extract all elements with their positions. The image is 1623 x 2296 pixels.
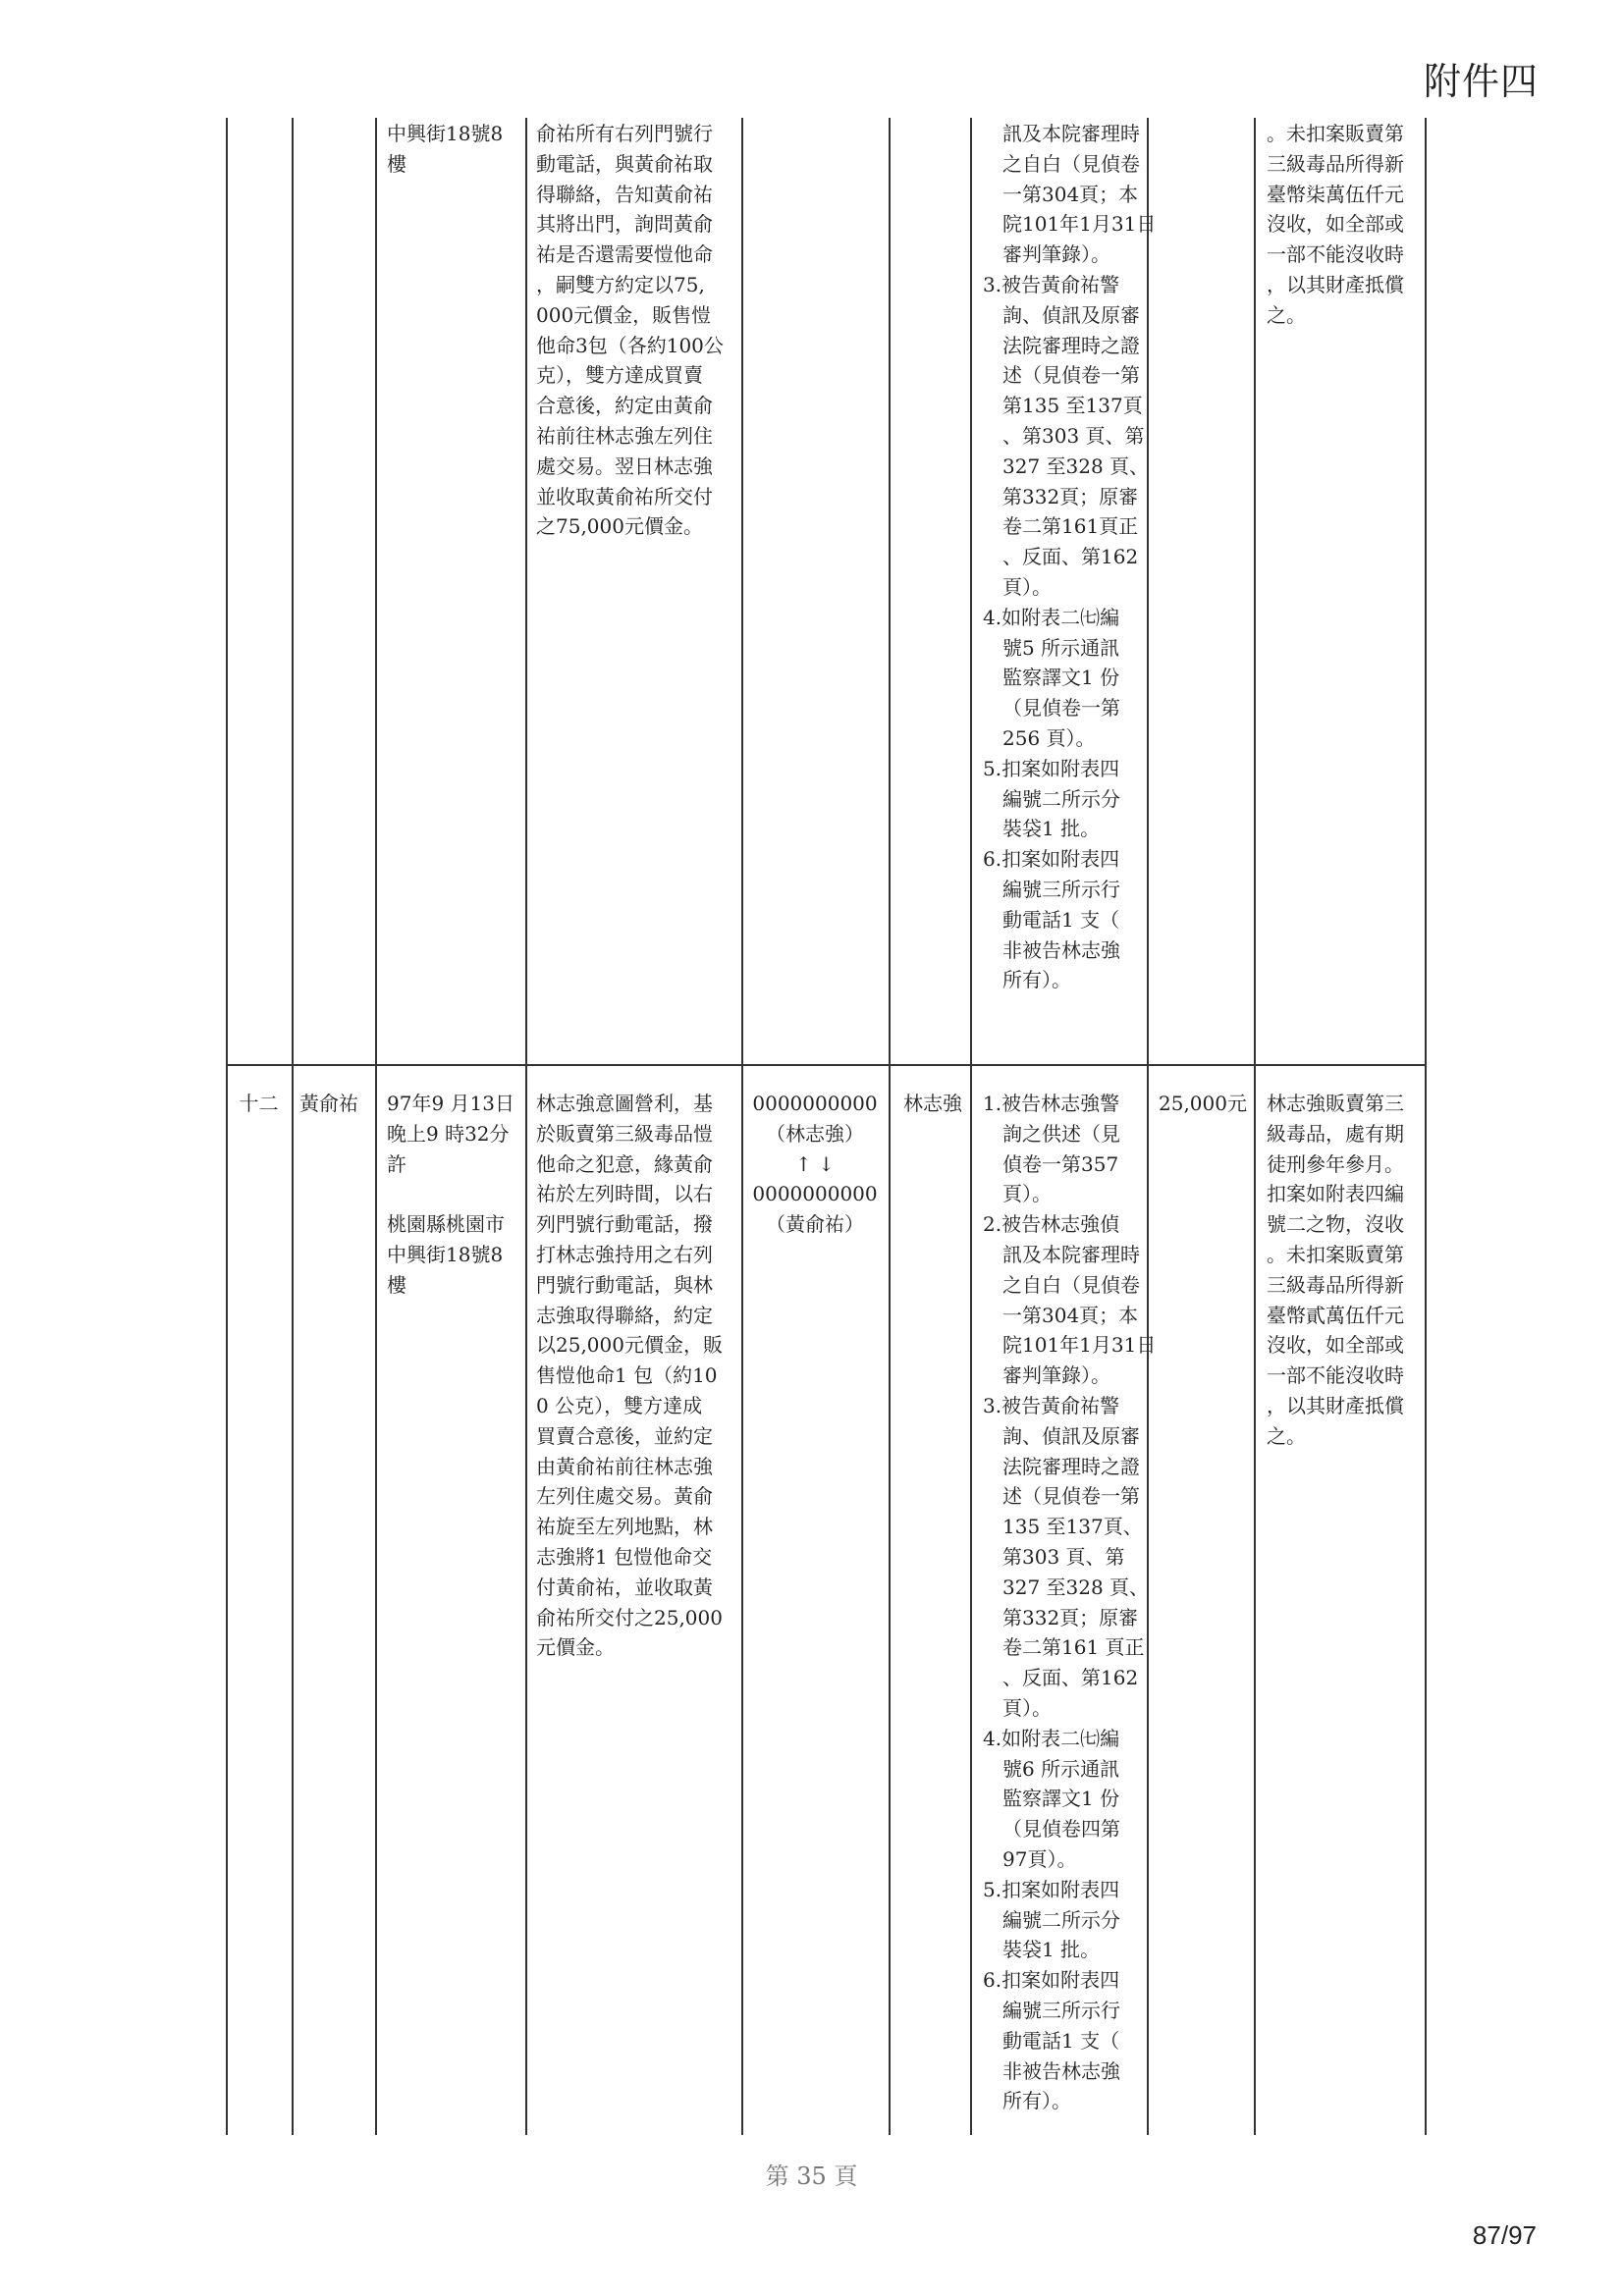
price: 25,000元 xyxy=(1159,1092,1247,1115)
column-rule xyxy=(1147,118,1149,1060)
evidence-line: 卷二第161頁正 xyxy=(1002,514,1139,539)
evidence-line: 256 頁）。 xyxy=(1002,726,1096,750)
evidence-line: 5.扣案如附表四 xyxy=(983,1877,1120,1901)
facts-line: 左列住處交易。黃俞 xyxy=(536,1484,713,1509)
evidence-line: 4.如附表二㈦編 xyxy=(983,1726,1120,1750)
column-rule xyxy=(1425,118,1427,1060)
column-rule xyxy=(1147,1072,1149,2135)
evidence-line: 頁）。 xyxy=(1002,1182,1052,1206)
sentence-line: 沒收，如全部或 xyxy=(1267,1333,1404,1358)
time-place-line: 桃園縣桃園市 xyxy=(387,1212,505,1237)
facts-line: ，嗣雙方約定以75, xyxy=(536,273,705,296)
separator-tick xyxy=(889,1058,891,1072)
evidence-line: 一第304頁；本 xyxy=(1002,1303,1139,1327)
address-line: 中興街18號8 xyxy=(387,122,504,145)
facts-line: 元價金。 xyxy=(536,1635,615,1660)
time-place-line: 晚上9 時32分 xyxy=(387,1121,510,1146)
sentence-line: 。未扣案販賣第 xyxy=(1267,122,1404,145)
evidence-line: 動電話1 支（ xyxy=(1002,2028,1120,2053)
facts-line: 志強取得聯絡，約定 xyxy=(536,1303,713,1327)
evidence-line: 、反面、第162 xyxy=(1002,1666,1139,1690)
annex-label: 附件四 xyxy=(1423,60,1539,103)
column-rule xyxy=(970,1072,972,2135)
evidence-line: 第303 頁、第 xyxy=(1002,1545,1125,1569)
separator-tick xyxy=(1425,1058,1427,1072)
sentence-line: 一部不能沒收時 xyxy=(1267,1363,1404,1388)
facts-line: 祐是否還需要愷他命 xyxy=(536,242,713,267)
evidence-line: 編號二所示分 xyxy=(1002,1907,1120,1932)
evidence-line: 第135 至137頁 xyxy=(1002,394,1143,418)
evidence-line: 號5 所示通訊 xyxy=(1002,635,1120,660)
page-number: 第 35 頁 xyxy=(765,2163,858,2190)
evidence-line: 非被告林志強 xyxy=(1002,2058,1120,2083)
facts-line: 祐於左列時間，以右 xyxy=(536,1182,713,1206)
evidence-line: 之自白（見偵卷 xyxy=(1002,1272,1140,1297)
evidence-line: 一第304頁；本 xyxy=(1002,182,1139,206)
facts-line: 由黃俞祐前往林志強 xyxy=(536,1454,713,1478)
column-rule xyxy=(292,1072,294,2135)
evidence-line: 詢、偵訊及原審 xyxy=(1002,1423,1140,1448)
evidence-line: 135 至137頁、 xyxy=(1002,1515,1143,1539)
sentence-line: 沒收，如全部或 xyxy=(1267,212,1404,237)
sentence-line: 臺幣柒萬伍仟元 xyxy=(1267,182,1404,206)
evidence-line: 法院審理時之證 xyxy=(1002,1454,1140,1478)
buyer-name: 黃俞祐 xyxy=(299,1092,358,1115)
evidence-line: 編號三所示行 xyxy=(1002,878,1120,901)
evidence-line: 院101年1月31日 xyxy=(1002,212,1157,237)
facts-line: 俞祐所交付之25,000 xyxy=(536,1605,723,1629)
column-rule xyxy=(741,118,743,1060)
sentence-line: 之。 xyxy=(1267,302,1306,327)
page-count: 87/97 xyxy=(1472,2220,1537,2250)
evidence-line: 97頁）。 xyxy=(1002,1847,1077,1871)
separator-tick xyxy=(1254,1058,1256,1072)
sentence-line: 號二之物，沒收 xyxy=(1267,1212,1404,1237)
column-rule xyxy=(1254,118,1256,1060)
evidence-line: 所有）。 xyxy=(1002,2089,1071,2113)
evidence-line: 號6 所示通訊 xyxy=(1002,1756,1120,1781)
sentence-line: 三級毒品所得新 xyxy=(1267,1272,1404,1297)
sentence-line: 徒刑參年參月。 xyxy=(1267,1151,1404,1176)
evidence-line: 審判筆錄）。 xyxy=(1002,1363,1110,1388)
facts-line: 他命3包（各約100公 xyxy=(536,333,724,357)
evidence-line: 3.被告黃俞祐警 xyxy=(983,1394,1120,1417)
evidence-line: 訊及本院審理時 xyxy=(1002,1243,1140,1266)
separator-tick xyxy=(226,1058,228,1072)
facts-line: 合意後，約定由黃俞 xyxy=(536,394,713,418)
evidence-line: 監察譯文1 份 xyxy=(1002,666,1120,690)
facts-line: 處交易。翌日林志強 xyxy=(536,454,713,478)
evidence-line: 述（見偵卷一第 xyxy=(1002,1484,1140,1509)
facts-line: 以25,000元價金，販 xyxy=(536,1333,723,1358)
row-number: 十二 xyxy=(239,1092,279,1115)
facts-line: 於販賣第三級毒品愷 xyxy=(536,1121,713,1146)
evidence-line: 、第303 頁、第 xyxy=(1002,424,1145,448)
evidence-line: 偵卷一第357 xyxy=(1002,1151,1119,1176)
evidence-line: 之自白（見偵卷 xyxy=(1002,151,1140,176)
column-rule xyxy=(889,1072,891,2135)
evidence-line: 第332頁；原審 xyxy=(1002,1605,1139,1629)
facts-line: 0 公克），雙方達成 xyxy=(536,1394,703,1417)
separator-tick xyxy=(741,1058,743,1072)
sentence-line: 之。 xyxy=(1267,1423,1306,1448)
evidence-line: 法院審理時之證 xyxy=(1002,333,1140,357)
evidence-line: 3.被告黃俞祐警 xyxy=(983,273,1120,296)
sentence-line: 林志強販賣第三 xyxy=(1267,1092,1404,1115)
facts-line: 之75,000元價金。 xyxy=(536,514,703,539)
time-place-line: 97年9 月13日 xyxy=(387,1092,514,1115)
column-rule xyxy=(889,118,891,1060)
separator-tick xyxy=(375,1058,377,1072)
facts-line: 售愷他命1 包（約10 xyxy=(536,1363,718,1388)
evidence-line: （見偵卷一第 xyxy=(1002,696,1120,721)
seller-name: 林志強 xyxy=(903,1092,962,1115)
facts-line: 付黃俞祐，並收取黃 xyxy=(536,1575,713,1599)
evidence-line: 編號二所示分 xyxy=(1002,786,1120,811)
facts-line: 000元價金，販售愷 xyxy=(536,302,712,327)
facts-line: 祐前往林志強左列住 xyxy=(536,424,713,448)
facts-line: 他命之犯意，緣黃俞 xyxy=(536,1151,713,1176)
evidence-line: 6.扣案如附表四 xyxy=(983,847,1120,872)
facts-line: 俞祐所有右列門號行 xyxy=(536,122,713,145)
evidence-line: 4.如附表二㈦編 xyxy=(983,605,1120,629)
facts-line: 其將出門，詢問黃俞 xyxy=(536,212,713,237)
column-rule xyxy=(375,1072,377,2135)
time-place-line: 許 xyxy=(387,1151,406,1176)
evidence-line: 動電話1 支（ xyxy=(1002,907,1120,932)
evidence-line: 詢之供述（見 xyxy=(1002,1121,1120,1146)
evidence-line: 裝袋1 批。 xyxy=(1002,817,1101,841)
column-rule xyxy=(525,1072,527,2135)
phone-line: ↑ ↓ xyxy=(795,1151,835,1176)
facts-line: 並收取黃俞祐所交付 xyxy=(536,484,713,508)
evidence-line: 第332頁；原審 xyxy=(1002,484,1139,508)
evidence-line: 頁）。 xyxy=(1002,1696,1052,1720)
phone-line: 0000000000 xyxy=(752,1182,878,1206)
sentence-line: 臺幣貳萬伍仟元 xyxy=(1267,1303,1404,1327)
evidence-line: 卷二第161 頁正 xyxy=(1002,1635,1145,1660)
row-separator xyxy=(226,1064,1427,1066)
evidence-line: 頁）。 xyxy=(1002,575,1052,599)
sentence-line: ，以其財產抵償 xyxy=(1267,1394,1404,1417)
evidence-line: 327 至328 頁、 xyxy=(1002,1575,1150,1599)
phone-line: （林志強） xyxy=(766,1121,864,1146)
evidence-line: 、反面、第162 xyxy=(1002,545,1139,569)
evidence-line: 詢、偵訊及原審 xyxy=(1002,302,1140,327)
time-place-line: 樓 xyxy=(387,1272,406,1297)
column-rule xyxy=(375,118,377,1060)
facts-line: 克），雙方達成買賣 xyxy=(536,363,703,388)
evidence-line: 編號三所示行 xyxy=(1002,1999,1120,2022)
evidence-line: 訊及本院審理時 xyxy=(1002,122,1140,145)
separator-tick xyxy=(525,1058,527,1072)
phone-line: 0000000000 xyxy=(752,1092,878,1115)
sentence-line: 。未扣案販賣第 xyxy=(1267,1243,1404,1266)
column-rule xyxy=(525,118,527,1060)
separator-tick xyxy=(1147,1058,1149,1072)
column-rule xyxy=(1254,1072,1256,2135)
facts-line: 列門號行動電話，撥 xyxy=(536,1212,713,1237)
sentence-line: 一部不能沒收時 xyxy=(1267,242,1404,267)
facts-line: 買賣合意後，並約定 xyxy=(536,1423,713,1448)
time-place-line: 中興街18號8 xyxy=(387,1243,504,1266)
sentence-line: 三級毒品所得新 xyxy=(1267,151,1404,176)
evidence-line: 裝袋1 批。 xyxy=(1002,1938,1101,1962)
evidence-line: 327 至328 頁、 xyxy=(1002,454,1150,478)
facts-line: 林志強意圖營利，基 xyxy=(536,1092,713,1115)
evidence-line: 非被告林志強 xyxy=(1002,937,1120,962)
sentence-line: ，以其財產抵償 xyxy=(1267,273,1404,296)
facts-line: 打林志強持用之右列 xyxy=(536,1243,713,1266)
evidence-line: 監察譯文1 份 xyxy=(1002,1787,1120,1811)
evidence-line: 審判筆錄）。 xyxy=(1002,242,1110,267)
column-rule xyxy=(970,118,972,1060)
facts-line: 得聯絡，告知黃俞祐 xyxy=(536,182,713,206)
facts-line: 門號行動電話，與林 xyxy=(536,1272,713,1297)
column-rule xyxy=(292,118,294,1060)
sentence-line: 級毒品，處有期 xyxy=(1267,1121,1404,1146)
address-line: 樓 xyxy=(387,151,406,176)
evidence-line: （見偵卷四第 xyxy=(1002,1817,1120,1842)
facts-line: 祐旋至左列地點，林 xyxy=(536,1515,713,1539)
column-rule xyxy=(1425,1072,1427,2135)
separator-tick xyxy=(292,1058,294,1072)
evidence-line: 述（見偵卷一第 xyxy=(1002,363,1140,388)
facts-line: 動電話，與黃俞祐取 xyxy=(536,151,713,176)
facts-line: 志強將1 包愷他命交 xyxy=(536,1545,713,1569)
evidence-line: 6.扣案如附表四 xyxy=(983,1968,1120,1993)
evidence-line: 2.被告林志強偵 xyxy=(983,1212,1120,1237)
column-rule xyxy=(226,118,228,1060)
column-rule xyxy=(226,1072,228,2135)
evidence-line: 所有）。 xyxy=(1002,968,1071,992)
evidence-line: 1.被告林志強警 xyxy=(983,1092,1120,1115)
sentence-line: 扣案如附表四編 xyxy=(1267,1182,1404,1206)
evidence-line: 院101年1月31日 xyxy=(1002,1333,1157,1358)
evidence-line: 5.扣案如附表四 xyxy=(983,756,1120,780)
separator-tick xyxy=(970,1058,972,1072)
phone-line: （黃俞祐） xyxy=(766,1212,864,1237)
